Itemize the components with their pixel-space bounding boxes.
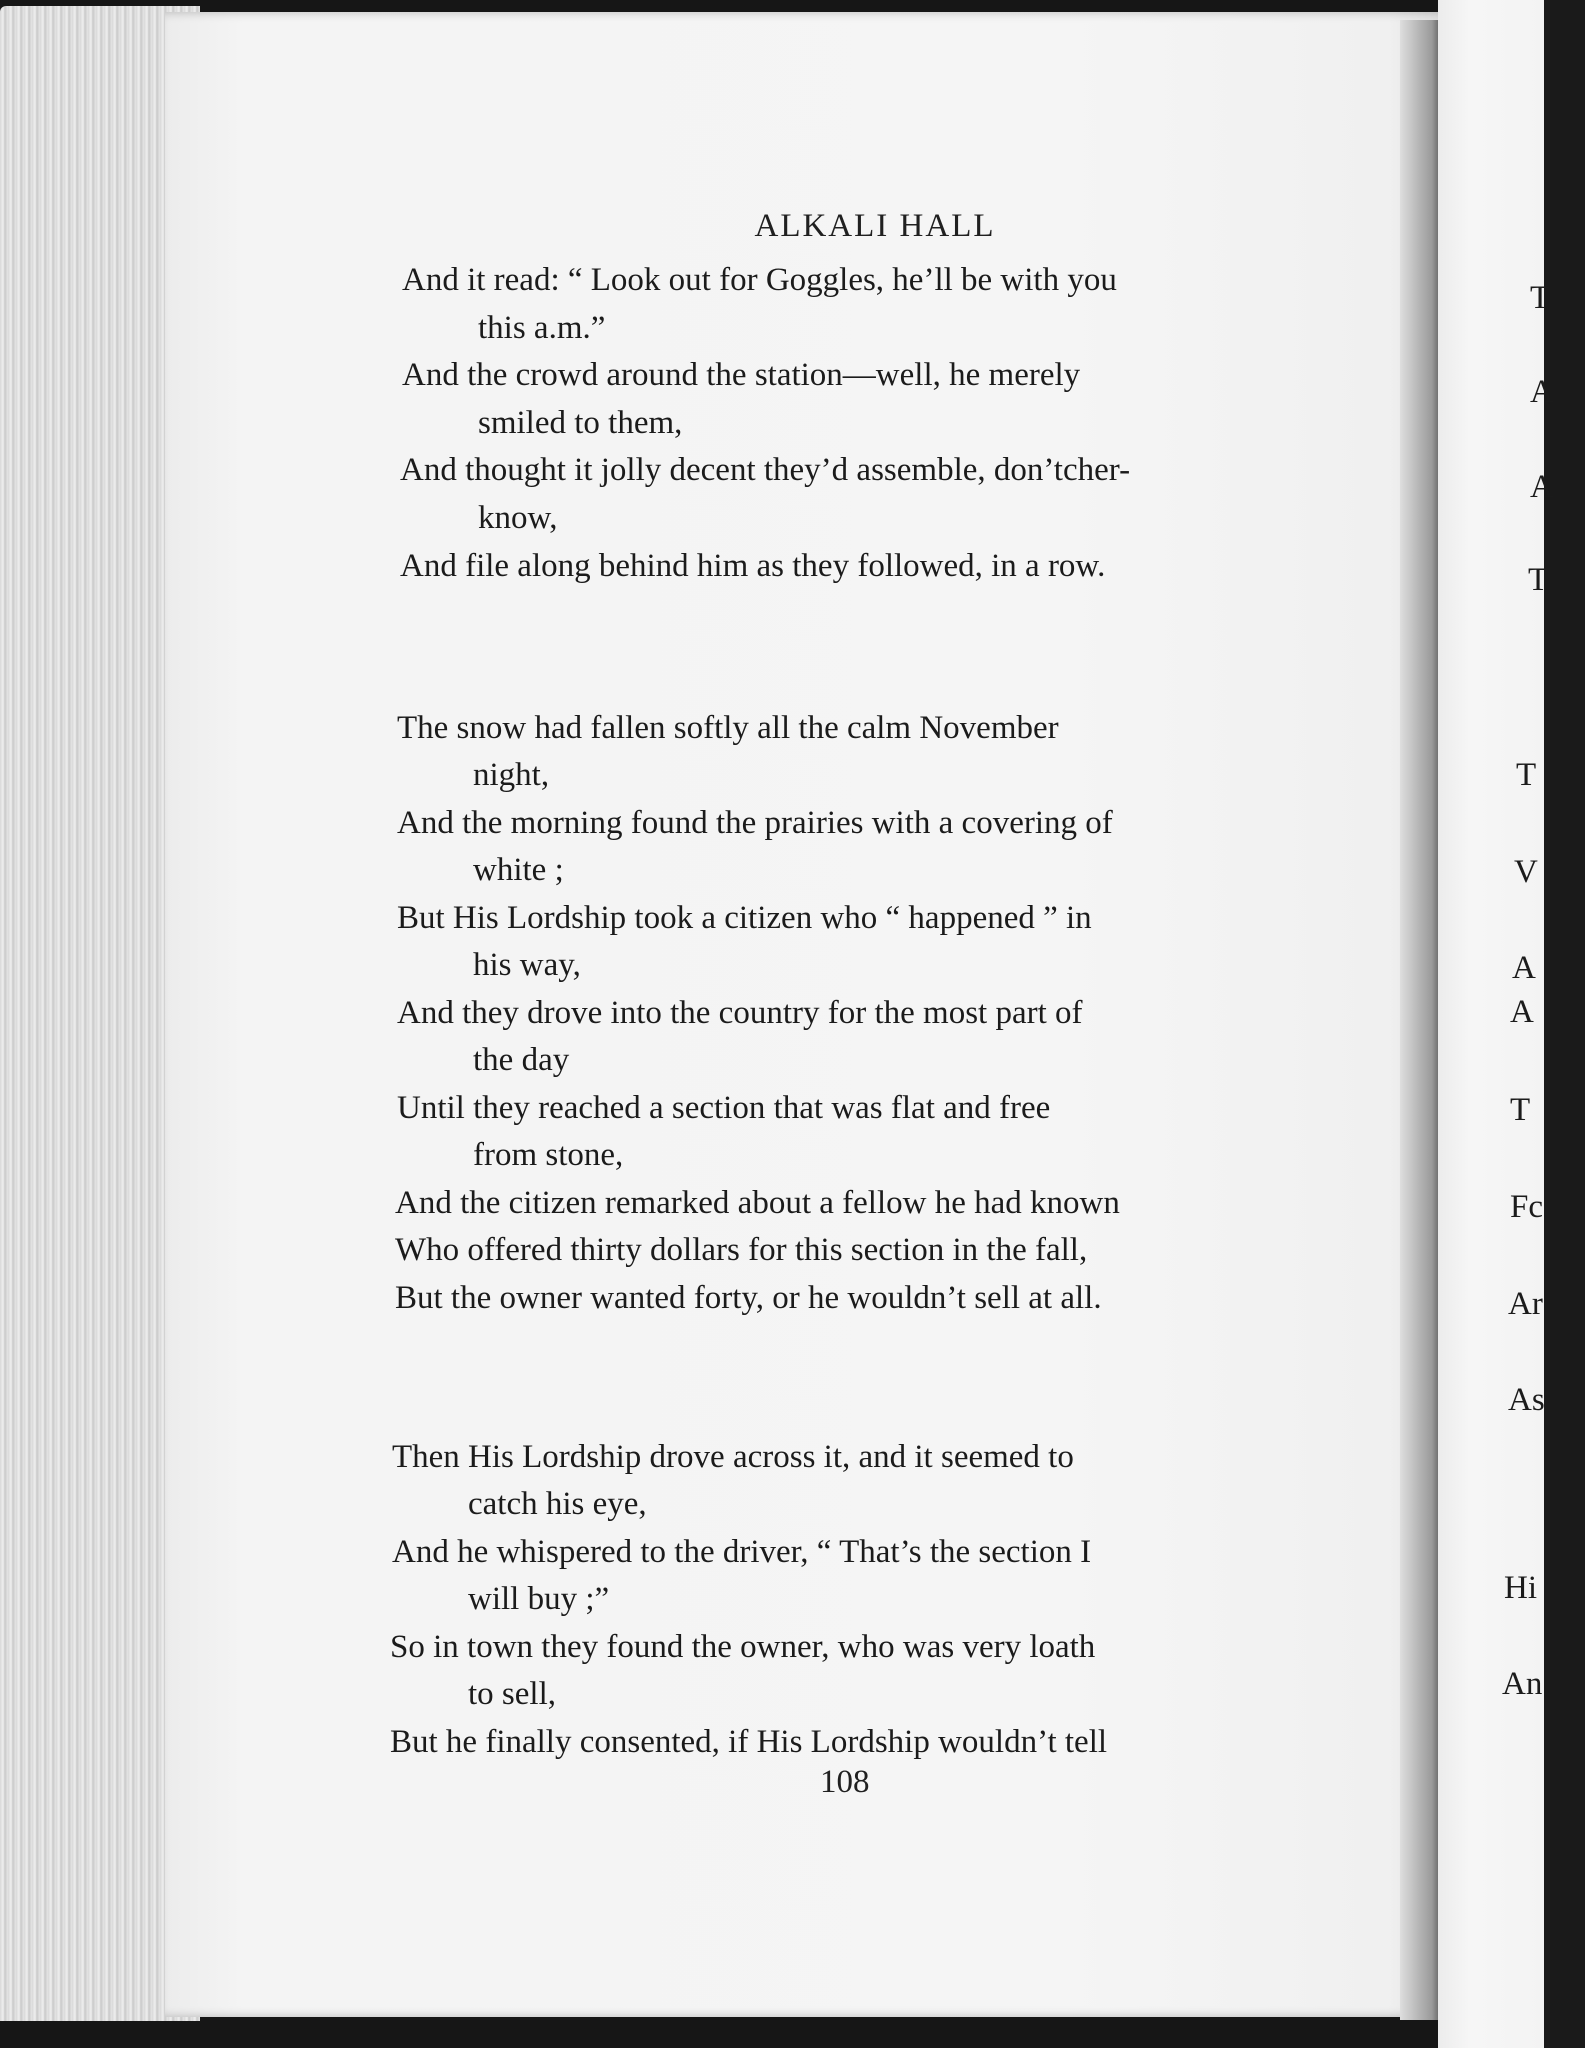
running-head: ALKALI HALL bbox=[754, 208, 996, 244]
verse-line: So in town they found the owner, who was very loath bbox=[390, 1629, 1096, 1665]
verse-line: But he finally consented, if His Lordship wouldn’t tell bbox=[390, 1724, 1108, 1760]
verse-line: the day bbox=[473, 1042, 570, 1078]
verse-line: white ; bbox=[473, 852, 564, 888]
facing-page-fragment: T bbox=[1530, 280, 1551, 316]
facing-page-fragment: T bbox=[1516, 757, 1537, 793]
facing-page-fragment: T bbox=[1510, 1092, 1531, 1128]
facing-page-fragment: Fc bbox=[1510, 1189, 1543, 1225]
verse-line: his way, bbox=[473, 947, 581, 983]
verse-line: will buy ;” bbox=[468, 1581, 610, 1617]
facing-page-fragment: A bbox=[1530, 469, 1554, 505]
verse-line: And the crowd around the station—well, he merely bbox=[402, 357, 1081, 393]
verse-line: know, bbox=[478, 500, 558, 536]
verse-line: But His Lordship took a citizen who “ happened ” in bbox=[397, 900, 1092, 936]
facing-page-fragment: Hi bbox=[1504, 1570, 1537, 1606]
verse-line: Then His Lordship drove across it, and it seemed to bbox=[392, 1439, 1074, 1475]
verse-line: And he whispered to the driver, “ That’s the section I bbox=[392, 1534, 1092, 1570]
verse-line: Who offered thirty dollars for this section in the fall, bbox=[395, 1232, 1088, 1268]
verse-line: from stone, bbox=[473, 1137, 624, 1173]
facing-page-fragment: As bbox=[1508, 1382, 1545, 1418]
facing-page-fragment: A bbox=[1530, 374, 1554, 410]
verse-line: The snow had fallen softly all the calm November bbox=[397, 710, 1059, 746]
facing-page-fragment: An bbox=[1502, 1666, 1543, 1702]
verse-line: Until they reached a section that was flat and free bbox=[397, 1090, 1051, 1126]
verse-line: And the citizen remarked about a fellow he had known bbox=[395, 1185, 1120, 1221]
page-number: 108 bbox=[820, 1764, 870, 1800]
facing-page-fragment: A bbox=[1512, 950, 1536, 986]
facing-page bbox=[1438, 0, 1554, 2048]
verse-line: And thought it jolly decent they’d assemble, don’tcher- bbox=[400, 452, 1131, 488]
verse-line: smiled to them, bbox=[478, 405, 683, 441]
facing-page-fragment: A bbox=[1510, 994, 1534, 1030]
verse-line: And the morning found the prairies with a covering of bbox=[397, 805, 1113, 841]
verse-line: catch his eye, bbox=[468, 1486, 647, 1522]
facing-page-fragment: V bbox=[1514, 854, 1538, 890]
facing-page-fragment: Ar bbox=[1508, 1286, 1543, 1322]
facing-page-fragment: T bbox=[1528, 562, 1549, 598]
verse-line: to sell, bbox=[468, 1676, 556, 1712]
verse-line: And it read: “ Look out for Goggles, he’ll be with you bbox=[402, 262, 1117, 298]
verse-line: But the owner wanted forty, or he wouldn’t sell at all. bbox=[395, 1280, 1102, 1316]
verse-line: this a.m.” bbox=[478, 310, 606, 346]
book-page bbox=[165, 12, 1453, 2017]
verse-line: And file along behind him as they followed, in a row. bbox=[400, 548, 1106, 584]
verse-line: And they drove into the country for the most part of bbox=[397, 995, 1083, 1031]
verse-line: night, bbox=[473, 757, 550, 793]
